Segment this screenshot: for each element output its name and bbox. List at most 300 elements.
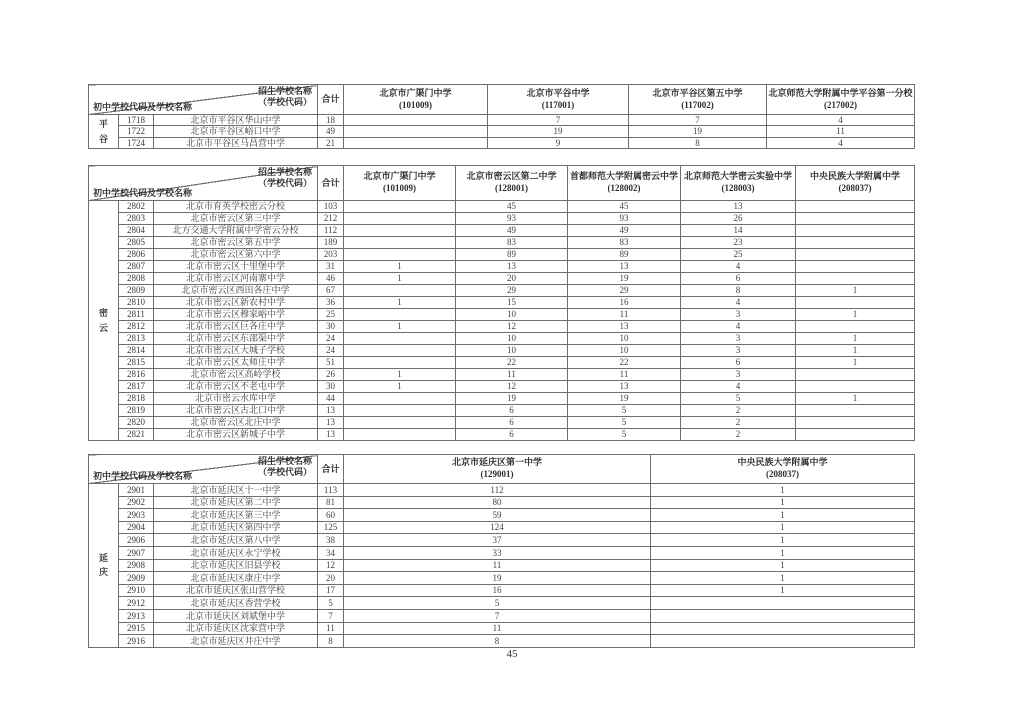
- middle-school-code: 2815: [119, 357, 154, 369]
- enrollment-value: 1: [344, 297, 456, 309]
- enrollment-value: [796, 429, 915, 441]
- enrollment-value: [651, 609, 915, 622]
- middle-school-code: 2903: [119, 509, 154, 522]
- total-value: 189: [318, 237, 344, 249]
- diagonal-header: [89, 166, 318, 201]
- enrollment-value: 23: [681, 237, 796, 249]
- school-column-header: [456, 166, 568, 201]
- school-column-header: [629, 85, 767, 115]
- middle-school-code: 2806: [119, 249, 154, 261]
- total-value: 203: [318, 249, 344, 261]
- total-value: 81: [318, 496, 344, 509]
- school-column-name: 北京师范大学附属中学平谷第一分校: [768, 87, 913, 98]
- enrollment-value: 6: [681, 357, 796, 369]
- enrollment-value: 13: [568, 321, 681, 333]
- middle-school-name: 北方交通大学附属中学密云分校: [154, 225, 318, 237]
- table-row: [89, 126, 915, 137]
- enrollment-value: 25: [681, 249, 796, 261]
- enrollment-value: 5: [344, 597, 651, 610]
- enrollment-value: [796, 273, 915, 285]
- district-label: 平 谷: [89, 115, 119, 149]
- table-row: [89, 559, 915, 572]
- enrollment-value: 1: [651, 534, 915, 547]
- total-value: 8: [318, 635, 344, 648]
- school-column-name: 中央民族大学附属中学: [809, 171, 900, 182]
- table-row: [89, 321, 915, 333]
- middle-school-name: 北京市延庆区沈家营中学: [154, 622, 318, 635]
- enrollment-value: 1: [651, 496, 915, 509]
- enrollment-value: 3: [681, 345, 796, 357]
- enrollment-value: [651, 622, 915, 635]
- middle-school-code: 2816: [119, 369, 154, 381]
- enrollment-value: 1: [651, 509, 915, 522]
- middle-school-code: 2915: [119, 622, 154, 635]
- enrollment-value: 6: [456, 405, 568, 417]
- table-row: [89, 484, 915, 497]
- enrollment-value: [344, 137, 488, 148]
- enrollment-value: 22: [456, 357, 568, 369]
- total-value: 25: [318, 309, 344, 321]
- total-value: 125: [318, 521, 344, 534]
- total-value: 113: [318, 484, 344, 497]
- enrollment-value: [344, 225, 456, 237]
- enrollment-value: 1: [344, 261, 456, 273]
- enrollment-value: 8: [344, 635, 651, 648]
- enrollment-value: 10: [456, 309, 568, 321]
- school-column-code: (129001): [480, 469, 514, 480]
- middle-school-name: 北京市密云区高岭学校: [154, 369, 318, 381]
- total-value: 7: [318, 609, 344, 622]
- middle-school-name: 北京市平谷区马昌营中学: [154, 137, 318, 148]
- enrollment-value: 1: [796, 393, 915, 405]
- school-column-header: [767, 85, 915, 115]
- middle-school-code: 2820: [119, 417, 154, 429]
- middle-school-name: 北京市延庆区张山营学校: [154, 584, 318, 597]
- table-row: [89, 405, 915, 417]
- school-column-header: [344, 85, 488, 115]
- enrollment-value: 12: [456, 381, 568, 393]
- middle-school-code: 2814: [119, 345, 154, 357]
- middle-school-name: 北京市延庆区旧县学校: [154, 559, 318, 572]
- school-column-header: [796, 166, 915, 201]
- enrollment-value: 11: [568, 309, 681, 321]
- enrollment-value: 5: [568, 405, 681, 417]
- total-value: 51: [318, 357, 344, 369]
- middle-school-name: 北京市延庆区刘斌堡中学: [154, 609, 318, 622]
- enrollment-value: [344, 333, 456, 345]
- enrollment-value: 13: [456, 261, 568, 273]
- total-value: 20: [318, 572, 344, 585]
- enrollment-value: 10: [456, 345, 568, 357]
- enrollment-value: 8: [681, 285, 796, 297]
- enrollment-value: [344, 357, 456, 369]
- total-value: 212: [318, 213, 344, 225]
- school-column-header: [651, 455, 915, 484]
- middle-school-name: 北京市密云区第五中学: [154, 237, 318, 249]
- total-value: 34: [318, 547, 344, 560]
- enrollment-value: 89: [456, 249, 568, 261]
- enrollment-value: 11: [456, 369, 568, 381]
- enrollment-value: 59: [344, 509, 651, 522]
- table-row: [89, 285, 915, 297]
- enrollment-value: 1: [796, 345, 915, 357]
- enrollment-value: 13: [568, 381, 681, 393]
- middle-school-name: 北京市密云区巨各庄中学: [154, 321, 318, 333]
- table-row: [89, 572, 915, 585]
- admission-table-miyun: [88, 165, 915, 441]
- enrollment-value: 4: [681, 261, 796, 273]
- table-row: [89, 393, 915, 405]
- diagonal-header-top-label: 招生学校名称 （学校代码）: [257, 86, 312, 107]
- middle-school-code: 2909: [119, 572, 154, 585]
- enrollment-value: [796, 321, 915, 333]
- enrollment-value: [344, 126, 488, 137]
- middle-school-name: 北京市密云区西田各庄中学: [154, 285, 318, 297]
- middle-school-name: 北京市密云区穆家峪中学: [154, 309, 318, 321]
- middle-school-name: 北京市密云区新城子中学: [154, 429, 318, 441]
- middle-school-name: 北京市密云区大城子学校: [154, 345, 318, 357]
- middle-school-name: 北京市延庆区永宁学校: [154, 547, 318, 560]
- enrollment-value: [344, 345, 456, 357]
- enrollment-value: 6: [456, 417, 568, 429]
- enrollment-value: 83: [568, 237, 681, 249]
- enrollment-value: 20: [456, 273, 568, 285]
- enrollment-value: 124: [344, 521, 651, 534]
- enrollment-value: 1: [344, 369, 456, 381]
- enrollment-value: 93: [456, 213, 568, 225]
- middle-school-name: 北京市密云区十里堡中学: [154, 261, 318, 273]
- school-column-code: (217002): [824, 99, 857, 110]
- school-column-header: [568, 166, 681, 201]
- school-column-name: 北京市平谷中学: [526, 87, 590, 98]
- enrollment-value: 1: [344, 321, 456, 333]
- middle-school-code: 2907: [119, 547, 154, 560]
- middle-school-name: 北京市密云水库中学: [154, 393, 318, 405]
- enrollment-value: 19: [488, 126, 629, 137]
- middle-school-name: 北京市密云区东邵渠中学: [154, 333, 318, 345]
- total-value: 13: [318, 417, 344, 429]
- school-column-name: 北京市广渠门中学: [363, 171, 436, 182]
- middle-school-code: 2811: [119, 309, 154, 321]
- enrollment-value: [344, 393, 456, 405]
- total-value: 11: [318, 622, 344, 635]
- middle-school-code: 2908: [119, 559, 154, 572]
- total-column-header: 合计: [318, 166, 344, 201]
- enrollment-value: 19: [344, 572, 651, 585]
- enrollment-value: 2: [681, 405, 796, 417]
- enrollment-value: 3: [681, 333, 796, 345]
- school-column-name: 首都师范大学附属密云中学: [569, 171, 678, 182]
- enrollment-value: 33: [344, 547, 651, 560]
- district-label: 延 庆: [89, 484, 119, 648]
- table-row: [89, 273, 915, 285]
- enrollment-value: 5: [568, 417, 681, 429]
- middle-school-code: 2809: [119, 285, 154, 297]
- diagonal-header-bottom-label: 初中学校代码及学校名称: [93, 188, 193, 199]
- middle-school-name: 北京市延庆区第二中学: [154, 496, 318, 509]
- table-row: [89, 622, 915, 635]
- table-row: [89, 115, 915, 126]
- total-value: 5: [318, 597, 344, 610]
- total-value: 21: [318, 137, 344, 148]
- table-row: [89, 201, 915, 213]
- total-value: 49: [318, 126, 344, 137]
- middle-school-code: 1718: [119, 115, 154, 126]
- enrollment-value: 6: [681, 273, 796, 285]
- enrollment-value: 4: [767, 115, 915, 126]
- middle-school-name: 北京市延庆区第八中学: [154, 534, 318, 547]
- enrollment-value: [796, 405, 915, 417]
- total-value: 18: [318, 115, 344, 126]
- enrollment-value: [796, 381, 915, 393]
- tables-container: [88, 84, 914, 648]
- enrollment-value: 29: [456, 285, 568, 297]
- middle-school-name: 北京市密云区河南寨中学: [154, 273, 318, 285]
- school-column-name: 中央民族大学附属中学: [737, 457, 828, 468]
- enrollment-value: 2: [681, 429, 796, 441]
- enrollment-value: 4: [681, 381, 796, 393]
- total-value: 30: [318, 321, 344, 333]
- diagonal-header: [89, 85, 318, 115]
- middle-school-code: 1724: [119, 137, 154, 148]
- middle-school-name: 北京市密云区第六中学: [154, 249, 318, 261]
- middle-school-code: 2916: [119, 635, 154, 648]
- enrollment-value: 49: [456, 225, 568, 237]
- table-row: [89, 429, 915, 441]
- middle-school-code: 2804: [119, 225, 154, 237]
- enrollment-value: 5: [568, 429, 681, 441]
- enrollment-value: 4: [767, 137, 915, 148]
- total-column-header: 合计: [318, 85, 344, 115]
- school-column-code: (208037): [838, 183, 872, 194]
- middle-school-name: 北京市延庆区香营学校: [154, 597, 318, 610]
- school-column-code: (128002): [607, 183, 641, 194]
- table-row: [89, 249, 915, 261]
- table-row: [89, 534, 915, 547]
- table-row: [89, 297, 915, 309]
- middle-school-name: 北京市密云区太师庄中学: [154, 357, 318, 369]
- middle-school-code: 1722: [119, 126, 154, 137]
- school-column-header: [344, 455, 651, 484]
- enrollment-value: 1: [796, 357, 915, 369]
- middle-school-code: 2913: [119, 609, 154, 622]
- school-column-code: (128001): [495, 183, 528, 194]
- table-row: [89, 213, 915, 225]
- enrollment-value: [796, 237, 915, 249]
- enrollment-value: [651, 635, 915, 648]
- table-row: [89, 237, 915, 249]
- enrollment-value: 14: [681, 225, 796, 237]
- enrollment-value: 22: [568, 357, 681, 369]
- enrollment-value: 13: [568, 261, 681, 273]
- enrollment-value: [344, 249, 456, 261]
- enrollment-value: 13: [681, 201, 796, 213]
- middle-school-code: 2813: [119, 333, 154, 345]
- diagonal-header-bottom-label: 初中学校代码及学校名称: [93, 471, 193, 482]
- enrollment-value: 2: [681, 417, 796, 429]
- enrollment-value: [344, 429, 456, 441]
- enrollment-value: 16: [568, 297, 681, 309]
- enrollment-value: [796, 297, 915, 309]
- enrollment-value: [344, 417, 456, 429]
- table-row: [89, 609, 915, 622]
- middle-school-name: 北京市延庆区第三中学: [154, 509, 318, 522]
- enrollment-value: 19: [568, 393, 681, 405]
- enrollment-value: 1: [796, 309, 915, 321]
- enrollment-value: 7: [488, 115, 629, 126]
- enrollment-value: [344, 405, 456, 417]
- enrollment-value: [796, 261, 915, 273]
- total-value: 112: [318, 225, 344, 237]
- total-value: 12: [318, 559, 344, 572]
- enrollment-value: 112: [344, 484, 651, 497]
- middle-school-code: 2817: [119, 381, 154, 393]
- enrollment-value: 10: [568, 345, 681, 357]
- enrollment-value: 8: [629, 137, 767, 148]
- school-column-header: [344, 166, 456, 201]
- admission-table-yanqing: [88, 454, 915, 648]
- total-value: 30: [318, 381, 344, 393]
- total-value: 17: [318, 584, 344, 597]
- school-column-header: [488, 85, 629, 115]
- school-column-name: 北京市密云区第二中学: [466, 171, 557, 182]
- enrollment-value: 11: [767, 126, 915, 137]
- school-column-name: 北京市广渠门中学: [379, 87, 452, 98]
- enrollment-value: 1: [651, 547, 915, 560]
- table-row: [89, 333, 915, 345]
- enrollment-value: 15: [456, 297, 568, 309]
- enrollment-value: 1: [344, 381, 456, 393]
- total-value: 103: [318, 201, 344, 213]
- table-row: [89, 635, 915, 648]
- total-value: 38: [318, 534, 344, 547]
- middle-school-code: 2912: [119, 597, 154, 610]
- middle-school-code: 2807: [119, 261, 154, 273]
- middle-school-code: 2805: [119, 237, 154, 249]
- table-row: [89, 369, 915, 381]
- total-value: 13: [318, 405, 344, 417]
- total-value: 26: [318, 369, 344, 381]
- enrollment-value: 83: [456, 237, 568, 249]
- middle-school-code: 2904: [119, 521, 154, 534]
- enrollment-value: 1: [344, 273, 456, 285]
- middle-school-code: 2803: [119, 213, 154, 225]
- table-row: [89, 547, 915, 560]
- total-value: 13: [318, 429, 344, 441]
- table-row: [89, 521, 915, 534]
- enrollment-value: 89: [568, 249, 681, 261]
- enrollment-value: 4: [681, 321, 796, 333]
- total-value: 44: [318, 393, 344, 405]
- enrollment-value: 19: [568, 273, 681, 285]
- table-row: [89, 225, 915, 237]
- middle-school-name: 北京市平谷区华山中学: [154, 115, 318, 126]
- total-value: 31: [318, 261, 344, 273]
- table-row: [89, 496, 915, 509]
- enrollment-value: 4: [681, 297, 796, 309]
- enrollment-value: 1: [651, 572, 915, 585]
- school-column-code: (117002): [681, 99, 714, 110]
- table-row: [89, 381, 915, 393]
- middle-school-name: 北京市延庆区井庄中学: [154, 635, 318, 648]
- middle-school-name: 北京市平谷区峪口中学: [154, 126, 318, 137]
- enrollment-value: 26: [681, 213, 796, 225]
- enrollment-value: 3: [681, 369, 796, 381]
- total-value: 24: [318, 345, 344, 357]
- enrollment-value: 16: [344, 584, 651, 597]
- enrollment-value: 11: [568, 369, 681, 381]
- enrollment-value: 1: [651, 521, 915, 534]
- diagonal-header-top-label: 招生学校名称 （学校代码）: [257, 456, 312, 477]
- middle-school-code: 2906: [119, 534, 154, 547]
- enrollment-value: 45: [456, 201, 568, 213]
- table-row: [89, 309, 915, 321]
- middle-school-code: 2821: [119, 429, 154, 441]
- school-column-code: (117001): [541, 99, 575, 110]
- total-value: 36: [318, 297, 344, 309]
- enrollment-value: 1: [651, 584, 915, 597]
- school-column-code: (101009): [399, 99, 432, 110]
- total-value: 60: [318, 509, 344, 522]
- middle-school-name: 北京市育英学校密云分校: [154, 201, 318, 213]
- page-number: 45: [506, 648, 518, 660]
- total-column-header: 合计: [318, 455, 344, 484]
- enrollment-value: [796, 213, 915, 225]
- middle-school-name: 北京市延庆区康庄中学: [154, 572, 318, 585]
- enrollment-value: 19: [629, 126, 767, 137]
- middle-school-name: 北京市延庆区十一中学: [154, 484, 318, 497]
- enrollment-value: 7: [344, 609, 651, 622]
- enrollment-value: 9: [488, 137, 629, 148]
- enrollment-value: [344, 201, 456, 213]
- middle-school-name: 北京市密云区第三中学: [154, 213, 318, 225]
- middle-school-code: 2818: [119, 393, 154, 405]
- table-row: [89, 137, 915, 148]
- enrollment-value: [344, 115, 488, 126]
- middle-school-code: 2901: [119, 484, 154, 497]
- school-column-name: 北京师范大学密云实验中学: [683, 171, 792, 182]
- middle-school-code: 2819: [119, 405, 154, 417]
- enrollment-value: 29: [568, 285, 681, 297]
- table-row: [89, 509, 915, 522]
- enrollment-value: 7: [629, 115, 767, 126]
- school-column-name: 北京市延庆区第一中学: [451, 457, 542, 468]
- enrollment-value: 6: [456, 429, 568, 441]
- table-row: [89, 357, 915, 369]
- middle-school-name: 北京市密云区新农村中学: [154, 297, 318, 309]
- enrollment-value: 80: [344, 496, 651, 509]
- enrollment-value: [344, 309, 456, 321]
- enrollment-value: 1: [651, 559, 915, 572]
- enrollment-value: [796, 369, 915, 381]
- middle-school-name: 北京市延庆区第四中学: [154, 521, 318, 534]
- school-column-name: 北京市平谷区第五中学: [652, 87, 743, 98]
- table-row: [89, 584, 915, 597]
- enrollment-value: [796, 225, 915, 237]
- district-label: 密 云: [89, 201, 119, 441]
- enrollment-value: [796, 201, 915, 213]
- enrollment-value: [796, 249, 915, 261]
- diagonal-header-top-label: 招生学校名称 （学校代码）: [257, 167, 312, 188]
- enrollment-value: 37: [344, 534, 651, 547]
- middle-school-name: 北京市密云区不老屯中学: [154, 381, 318, 393]
- school-column-header: [681, 166, 796, 201]
- table-row: [89, 345, 915, 357]
- enrollment-value: 49: [568, 225, 681, 237]
- middle-school-code: 2808: [119, 273, 154, 285]
- middle-school-code: 2810: [119, 297, 154, 309]
- school-column-code: (101009): [383, 183, 416, 194]
